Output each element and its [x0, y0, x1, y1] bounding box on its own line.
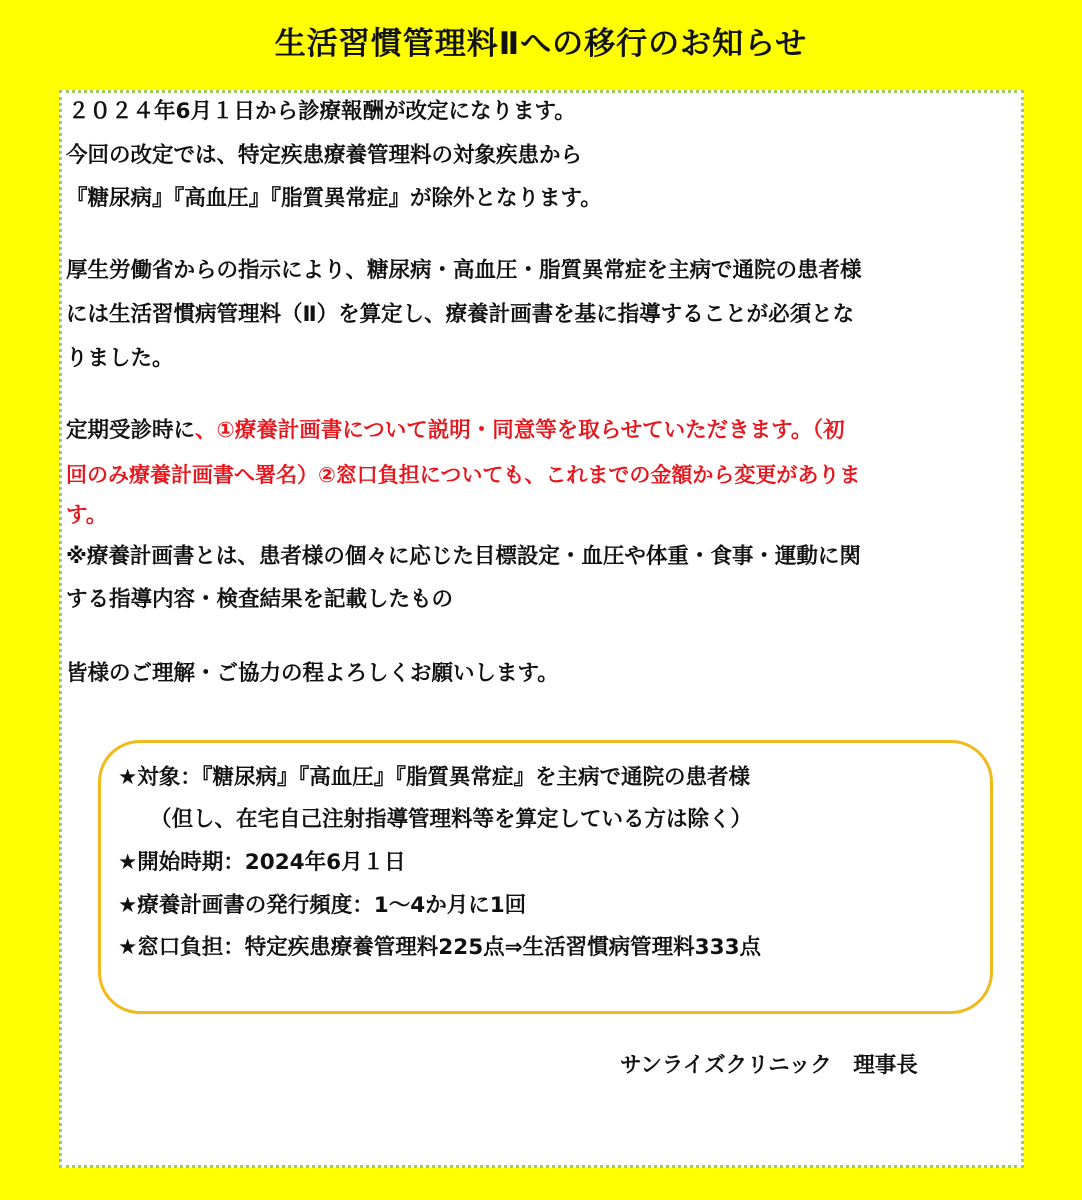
- summary-exception: （但し、在宅自己注射指導管理料等を算定している方は除く）: [150, 807, 753, 832]
- note-line-2: する指導内容・検査結果を記載したもの: [66, 587, 454, 612]
- note-line-1: ※療養計画書とは、患者様の個々に応じた目標設定・血圧や体重・食事・運動に関: [66, 544, 861, 569]
- intro-line-2: 今回の改定では、特定疾患療養管理料の対象疾患から: [66, 143, 583, 168]
- visit-red-text-1: 、①療養計画書について説明・同意等を取らせていただきます。（初: [195, 418, 845, 443]
- summary-frequency: ★療養計画書の発行頻度：1〜4か月に1回: [118, 893, 527, 918]
- ministry-line-3: りました。: [66, 346, 174, 371]
- ministry-line-2: には生活習慣病管理料（Ⅱ）を算定し、療養計画書を基に指導することが必須とな: [66, 302, 855, 327]
- page-title: 生活習慣管理料Ⅱへの移行のお知らせ: [274, 26, 808, 62]
- summary-fee: ★窓口負担：特定疾患療養管理料225点⇒生活習慣病管理料333点: [118, 935, 762, 960]
- signature: サンライズクリニック 理事長: [620, 1053, 918, 1078]
- summary-start-date: ★開始時期：2024年6月１日: [118, 850, 406, 875]
- summary-target: ★対象：『糖尿病』『高血圧』『脂質異常症』を主病で通院の患者様: [118, 765, 751, 790]
- intro-line-1: ２０２４年6月１日から診療報酬が改定になります。: [68, 99, 576, 124]
- visit-prefix: 定期受診時に: [66, 418, 196, 443]
- ministry-line-1: 厚生労働省からの指示により、糖尿病・高血圧・脂質異常症を主病で通院の患者様: [66, 258, 862, 283]
- closing-text: 皆様のご理解・ご協力の程よろしくお願いします。: [66, 661, 559, 686]
- visit-line-2: 回のみ療養計画書へ署名）②窓口負担についても、これまでの金額から変更がありま: [66, 463, 861, 487]
- intro-line-3: 『糖尿病』『高血圧』『脂質異常症』が除外となります。: [66, 186, 602, 211]
- visit-line-1: [66, 411, 845, 451]
- visit-line-3: す。: [66, 503, 108, 528]
